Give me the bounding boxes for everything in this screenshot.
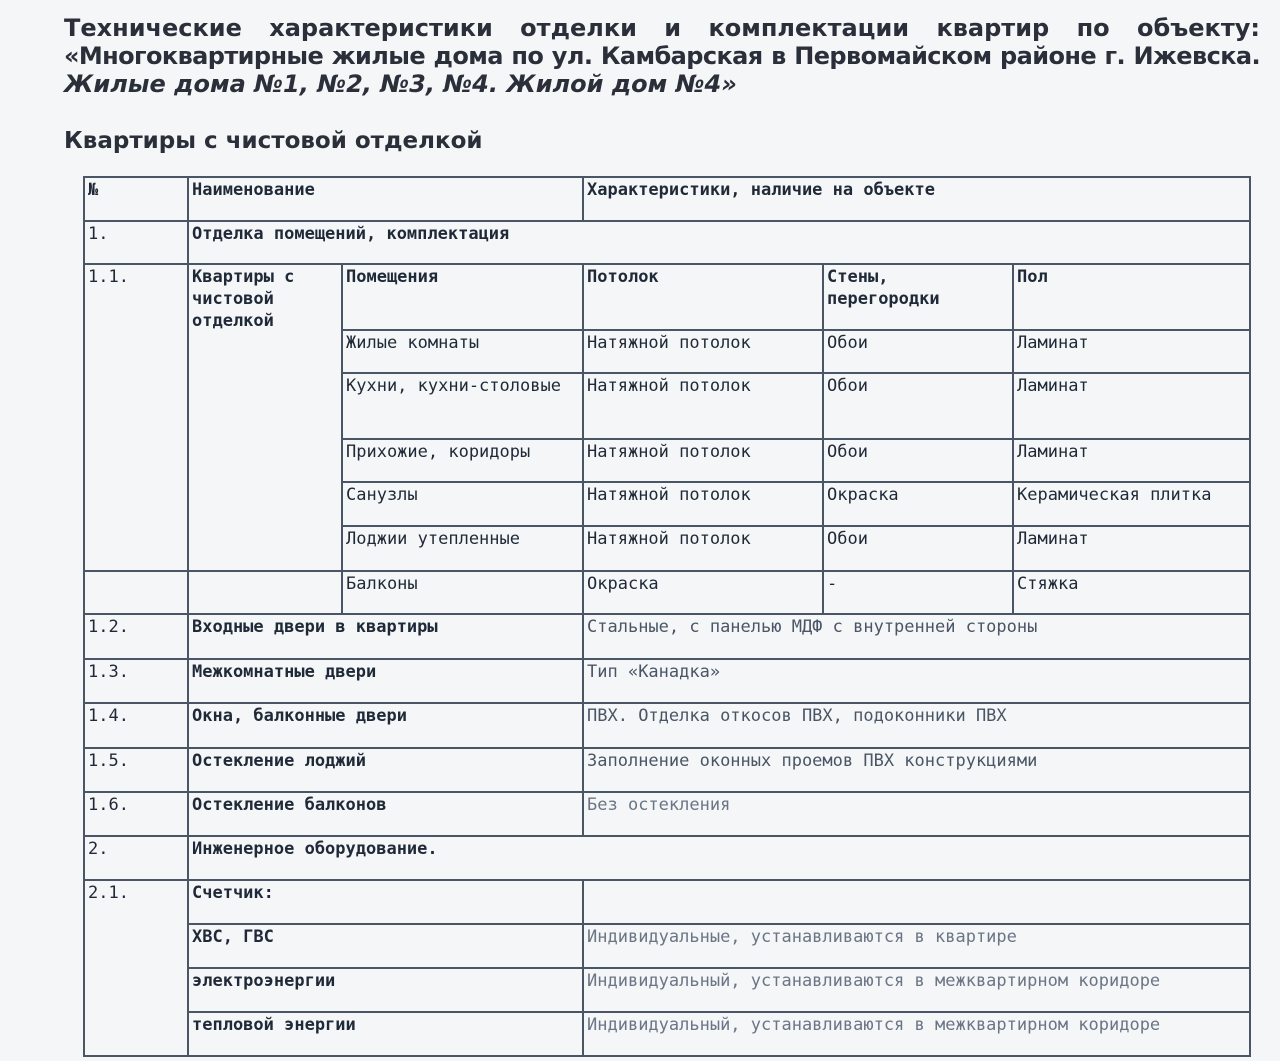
row-name: Окна, балконные двери	[188, 703, 583, 748]
row-name: Межкомнатные двери	[188, 659, 583, 703]
room-name: Балконы	[342, 571, 583, 614]
table-row	[84, 264, 1250, 330]
row-num: 1.3.	[84, 659, 188, 703]
room-ceiling: Окраска	[583, 571, 823, 614]
row-name: Остекление балконов	[188, 792, 583, 836]
col-floor-header: Пол	[1013, 264, 1250, 330]
room-floor: Ламинат	[1013, 330, 1250, 373]
title-line-3: Жилые дома №1, №2, №3, №4. Жилой дом №4»	[64, 70, 737, 98]
document-title	[64, 14, 1260, 98]
table-row	[84, 792, 1250, 836]
row-value: Стальные, с панелью МДФ с внутренней стороны	[583, 614, 1250, 659]
section-2-title: Инженерное оборудование.	[188, 836, 1250, 880]
row-1-1-num: 1.1.	[84, 264, 188, 571]
room-ceiling: Натяжной потолок	[583, 330, 823, 373]
meter-value: Индивидуальный, устанавливаются в межквартирном коридоре	[583, 1012, 1250, 1056]
room-floor: Стяжка	[1013, 571, 1250, 614]
room-name: Кухни, кухни-столовые	[342, 373, 583, 439]
specs-table	[83, 176, 1251, 1057]
row-value: ПВХ. Отделка откосов ПВХ, подоконники ПВХ	[583, 703, 1250, 748]
section-title: Квартиры с чистовой отделкой	[64, 128, 483, 154]
room-name: Лоджии утепленные	[342, 526, 583, 571]
room-ceiling: Натяжной потолок	[583, 482, 823, 526]
room-name: Санузлы	[342, 482, 583, 526]
col-ceiling-header: Потолок	[583, 264, 823, 330]
room-floor: Керамическая плитка	[1013, 482, 1250, 526]
table-header-row	[84, 177, 1250, 221]
row-2-1-name: Счетчик:	[188, 880, 583, 924]
meter-name: тепловой энергии	[188, 1012, 583, 1056]
row-2-1-value-empty	[583, 880, 1250, 924]
table-row	[84, 748, 1250, 792]
row-num: 1.2.	[84, 614, 188, 659]
room-floor: Ламинат	[1013, 439, 1250, 482]
room-walls: Обои	[823, 330, 1013, 373]
room-floor: Ламинат	[1013, 526, 1250, 571]
row-num: 1.5.	[84, 748, 188, 792]
room-name: Прихожие, коридоры	[342, 439, 583, 482]
table-row	[84, 924, 1250, 968]
header-spec: Характеристики, наличие на объекте	[583, 177, 1250, 221]
col-room-header: Помещения	[342, 264, 583, 330]
room-walls: Обои	[823, 526, 1013, 571]
section-2-row	[84, 836, 1250, 880]
section-1-row	[84, 221, 1250, 264]
room-walls: Окраска	[823, 482, 1013, 526]
row-2-1-num: 2.1.	[84, 880, 188, 1056]
row-name: Остекление лоджий	[188, 748, 583, 792]
section-2-num: 2.	[84, 836, 188, 880]
room-name: Жилые комнаты	[342, 330, 583, 373]
meter-value: Индивидуальные, устанавливаются в квартире	[583, 924, 1250, 968]
section-1-title: Отделка помещений, комплектация	[188, 221, 1250, 264]
room-ceiling: Натяжной потолок	[583, 439, 823, 482]
table-row	[84, 571, 1250, 614]
table-row	[84, 659, 1250, 703]
row-1-1-name: Квартиры с чистовой отделкой	[188, 264, 342, 571]
row-num: 1.4.	[84, 703, 188, 748]
table-row	[84, 703, 1250, 748]
meter-value: Индивидуальный, устанавливаются в межквартирном коридоре	[583, 968, 1250, 1012]
table-row	[84, 1012, 1250, 1056]
title-line-1: Технические характеристики отделки и комплектации квартир по объекту:	[64, 14, 1260, 42]
row-value: Без остекления	[583, 792, 1250, 836]
room-ceiling: Натяжной потолок	[583, 373, 823, 439]
room-ceiling: Натяжной потолок	[583, 526, 823, 571]
table-row	[84, 880, 1250, 924]
row-1-1-name-empty	[188, 571, 342, 614]
room-floor: Ламинат	[1013, 373, 1250, 439]
row-value: Заполнение оконных проемов ПВХ конструкциями	[583, 748, 1250, 792]
table-row	[84, 968, 1250, 1012]
table-row	[84, 614, 1250, 659]
header-name: Наименование	[188, 177, 583, 221]
section-1-num: 1.	[84, 221, 188, 264]
room-walls: Обои	[823, 439, 1013, 482]
room-walls: -	[823, 571, 1013, 614]
col-walls-header: Стены, перегородки	[823, 264, 1013, 330]
row-1-1-num-empty	[84, 571, 188, 614]
row-num: 1.6.	[84, 792, 188, 836]
meter-name: электроэнергии	[188, 968, 583, 1012]
header-num: №	[84, 177, 188, 221]
title-line-2: «Многоквартирные жилые дома по ул. Камбарская в Первомайском районе г. Ижевска.	[64, 42, 1260, 70]
meter-name: ХВС, ГВС	[188, 924, 583, 968]
row-name: Входные двери в квартиры	[188, 614, 583, 659]
room-walls: Обои	[823, 373, 1013, 439]
row-value: Тип «Канадка»	[583, 659, 1250, 703]
